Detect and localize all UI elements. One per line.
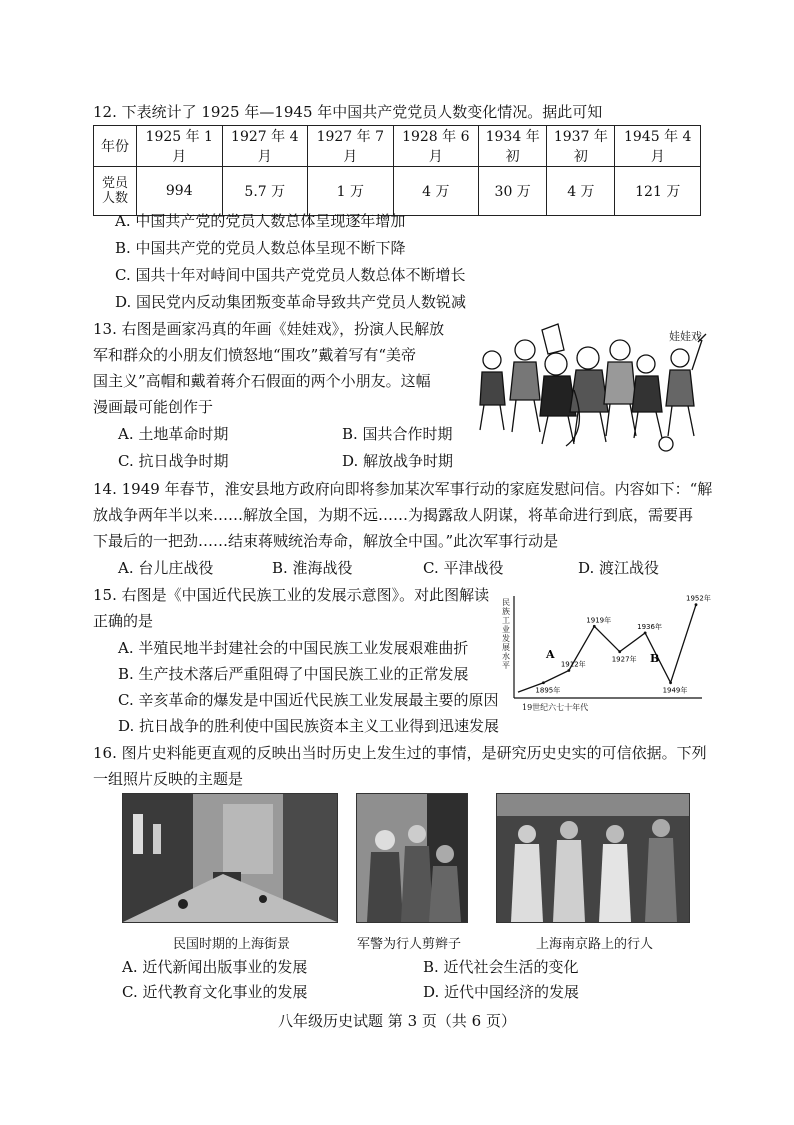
q16-option-c: C. 近代教育文化事业的发展: [122, 983, 308, 1001]
table-count-cell: 4 万: [547, 167, 615, 216]
table-count-cell: 994: [137, 167, 223, 216]
q14-stem-line: 14. 1949 年春节，淮安县地方政府向即将参加某次军事行动的家庭发慰问信。内容如下：“解: [93, 480, 713, 498]
shanghai-street-photo: [122, 793, 338, 923]
stage-annotation: B: [650, 652, 660, 665]
q15-option-d: D. 抗日战争的胜利使中国民族资本主义工业得到迅速发展: [118, 717, 500, 735]
q12-option-d: D. 国民党内反动集团叛变革命导致共产党员人数锐减: [115, 293, 467, 311]
table-count-cell: 121 万: [615, 167, 701, 216]
point-label: 1919年: [586, 616, 612, 625]
point-label: 1936年: [637, 622, 662, 631]
wawa-xi-cartoon: [470, 320, 708, 458]
photo-caption-2: 军警为行人剪辫子: [357, 937, 462, 952]
table-year-cell: 1925 年 1 月: [137, 126, 223, 167]
members-label-top: 党员: [101, 176, 128, 191]
q15-stem-line: 15. 右图是《中国近代民族工业的发展示意图》。对此图解读: [93, 586, 490, 604]
party-members-table: [93, 125, 701, 216]
q15-option-a: A. 半殖民地半封建社会的中国民族工业发展艰难曲折: [118, 639, 469, 657]
table-year-cell: 1945 年 4 月: [615, 126, 701, 167]
q13-stem-line: 漫画最可能创作于: [93, 398, 214, 416]
data-point: [567, 669, 570, 672]
street-scene: [123, 794, 337, 922]
q12-option-c: C. 国共十年对峙间中国共产党党员人数总体不断增长: [115, 266, 466, 284]
photo-caption-3: 上海南京路上的行人: [536, 937, 654, 952]
q13-option-b: B. 国共合作时期: [342, 425, 453, 443]
q16-option-a: A. 近代新闻出版事业的发展: [122, 958, 308, 976]
q14-stem-line: 放战争两年半以来……解放全国，为期不远……为揭露敌人阴谋，将革命进行到底，需要再: [93, 506, 694, 524]
point-label: 1952年: [686, 594, 711, 603]
table-count-cell: 1 万: [308, 167, 394, 216]
q14-option-d: D. 渡江战役: [578, 559, 660, 577]
q13-stem-line: 军和群众的小朋友们愤怒地“围攻”戴着写有“美帝: [93, 346, 417, 364]
q12-stem: 12. 下表统计了 1925 年—1945 年中国共产党党员人数变化情况。据此可知: [93, 103, 603, 121]
chart-ylabel: 民族工业发展水平: [502, 598, 510, 670]
table-header-year: 年份: [94, 126, 137, 167]
data-point: [695, 603, 698, 606]
point-label: 1949年: [662, 686, 688, 695]
q13-option-c: C. 抗日战争时期: [118, 452, 229, 470]
q14-option-c: C. 平津战役: [423, 559, 504, 577]
q16-option-d: D. 近代中国经济的发展: [423, 983, 580, 1001]
point-label: 1895年: [535, 686, 561, 695]
data-point: [618, 650, 621, 653]
q13-option-a: A. 土地革命时期: [118, 425, 229, 443]
chart-xlabel: 19世纪六七十年代: [522, 703, 589, 712]
nanjing-road-scene: [497, 794, 689, 922]
q12-option-a: A. 中国共产党的党员人数总体呈现逐年增加: [115, 212, 406, 230]
q14-option-a: A. 台儿庄战役: [118, 559, 214, 577]
table-year-cell: 1934 年初: [479, 126, 547, 167]
cartoon-caption: 娃娃戏: [669, 330, 702, 343]
table-year-cell: 1927 年 4 月: [222, 126, 308, 167]
members-label-bottom: 人数: [101, 191, 128, 206]
photo-caption-1: 民国时期的上海街景: [173, 937, 291, 952]
table-count-cell: 5.7 万: [222, 167, 308, 216]
cutting-queue-photo: [356, 793, 468, 923]
q15-stem-line: 正确的是: [93, 612, 154, 630]
point-label: 1912年: [560, 660, 586, 669]
stage-annotation: A: [546, 648, 555, 661]
table-year-cell: 1927 年 7 月: [308, 126, 394, 167]
chart-svg: [500, 590, 711, 720]
q12-option-b: B. 中国共产党的党员人数总体呈现不断下降: [115, 239, 406, 257]
q15-option-b: B. 生产技术落后严重阻碍了中国民族工业的正常发展: [118, 665, 469, 683]
table-year-cell: 1928 年 6 月: [393, 126, 479, 167]
q16-stem-line: 一组照片反映的主题是: [93, 770, 244, 788]
table-count-cell: 30 万: [479, 167, 547, 216]
page-footer: 八年级历史试题 第 3 页（共 6 页）: [278, 1012, 516, 1030]
q14-option-b: B. 淮海战役: [272, 559, 353, 577]
q16-stem-line: 16. 图片史料能更直观的反映出当时历史上发生过的事情，是研究历史史实的可信依据。下列: [93, 744, 707, 762]
table-year-cell: 1937 年初: [547, 126, 615, 167]
q15-option-c: C. 辛亥革命的爆发是中国近代民族工业发展最主要的原因: [118, 691, 499, 709]
q13-stem-line: 13. 右图是画家冯真的年画《娃娃戏》，扮演人民解放: [93, 320, 445, 338]
industry-development-chart: [500, 590, 711, 720]
point-label: 1927年: [611, 655, 637, 664]
q13-option-d: D. 解放战争时期: [342, 452, 454, 470]
nanjing-road-photo: [496, 793, 690, 923]
data-point: [542, 681, 545, 684]
q13-stem-line: 国主义”高帽和戴着蒋介石假面的两个小朋友。这幅: [93, 372, 431, 390]
q14-stem-line: 下最后的一把劲……结束蒋贼统治寿命，解放全中国。”此次军事行动是: [93, 532, 559, 550]
queue-cutting-scene: [357, 794, 467, 922]
q16-option-b: B. 近代社会生活的变化: [423, 958, 579, 976]
data-point: [593, 625, 596, 628]
table-count-cell: 4 万: [393, 167, 479, 216]
data-point: [669, 681, 672, 684]
data-point: [644, 632, 647, 635]
